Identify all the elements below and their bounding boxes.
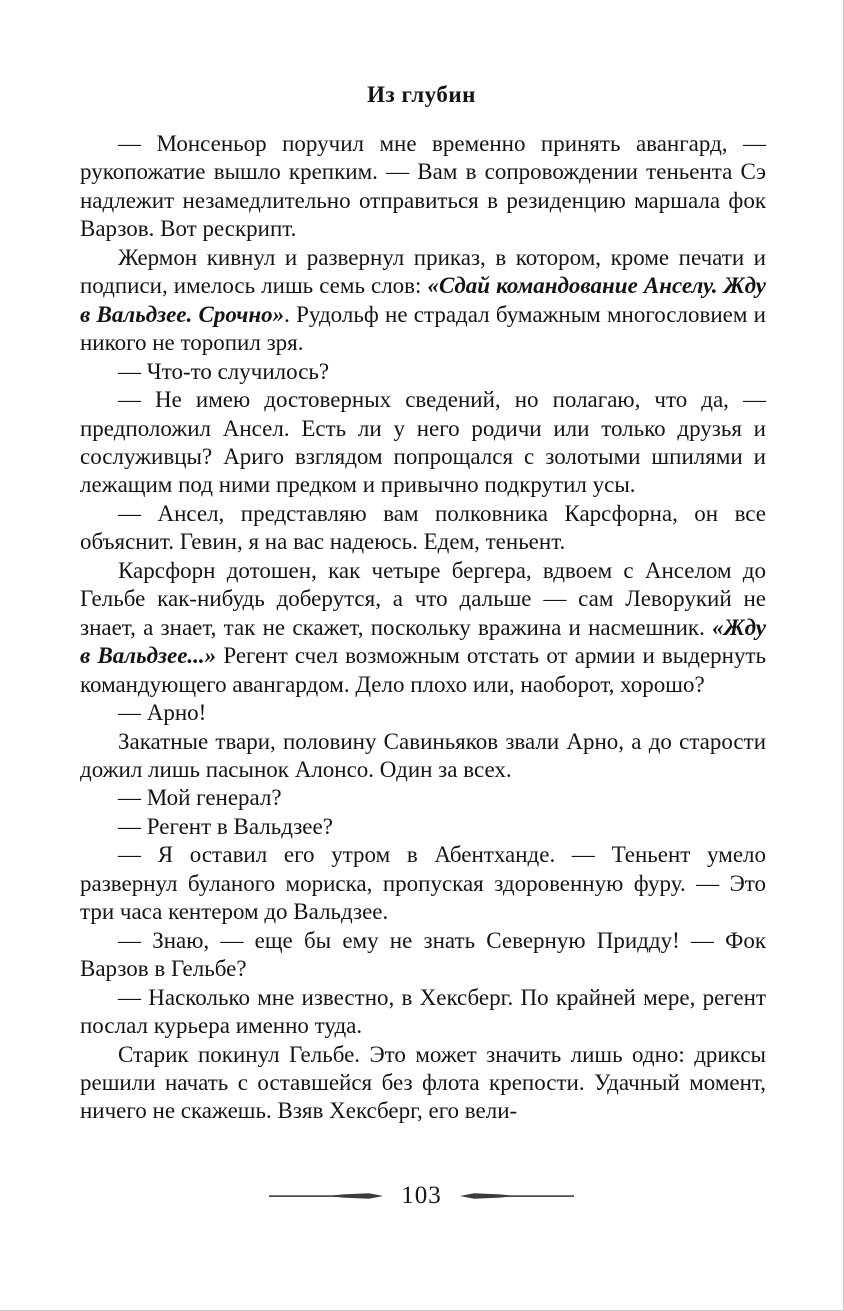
body-text: Закатные твари, половину Савиньяков звали Арно, а до старости дожил лишь пасынок Алонсо. Один за всех. bbox=[80, 728, 766, 782]
footer-rule-right-icon bbox=[454, 1190, 574, 1202]
body-text: — Я оставил его утром в Абентханде. — Теньент умело развернул буланого мориска, пропуская здоровенную фуру. — Это три часа кентером до Вальдзее. bbox=[80, 842, 766, 925]
text-block bbox=[80, 130, 766, 1126]
body-text: Карсфорн дотошен, как четыре бергера, вдвоем с Анселом до Гельбе как-нибудь доберутся, а что дальше — сам Леворукий не знает, а знает, так не скажет, поскольку вражина и насмешник. bbox=[80, 557, 766, 640]
body-text: — Регент в Вальдзее? bbox=[118, 813, 333, 839]
body-text: — Что-то случилось? bbox=[118, 358, 330, 384]
body-text: — Ансел, представляю вам полковника Карсфорна, он все объяснит. Гевин, я на вас надеюсь. Едем, теньент. bbox=[80, 500, 766, 555]
body-text: — Насколько мне известно, в Хексберг. По крайней мере, регент послал курьера именно туда. bbox=[80, 984, 766, 1039]
running-header: Из глубин bbox=[367, 82, 476, 107]
paragraph bbox=[80, 813, 766, 841]
paragraph bbox=[80, 1041, 766, 1126]
body-text: — Арно! bbox=[118, 700, 207, 726]
footer-rule-left-icon bbox=[269, 1190, 389, 1202]
body-text: Жермон кивнул и развернул приказ, в котором, кроме печати и подписи, имелось лишь семь слов: bbox=[80, 244, 766, 299]
body-text: — Мой генерал? bbox=[118, 785, 282, 811]
paragraph bbox=[80, 784, 766, 812]
paragraph bbox=[80, 927, 766, 984]
paragraph bbox=[80, 984, 766, 1041]
emphasis-text: «Сдай командование Анселу. Жду в Вальдзее. Срочно» bbox=[80, 273, 766, 327]
paragraph bbox=[80, 500, 766, 557]
paragraph bbox=[80, 841, 766, 926]
paragraph bbox=[80, 699, 766, 727]
page-footer bbox=[0, 1180, 843, 1212]
body-text: Регент счел возможным отстать от армии и выдернуть командующего авангардом. Дело плохо или, наоборот, хорошо? bbox=[80, 643, 767, 697]
body-text: Старик покинул Гельбе. Это может значить лишь одно: дриксы решили начать с оставшейся без флота крепости. Удачный момент, ничего не скажешь. Взяв Хексберг, его вели- bbox=[80, 1041, 766, 1124]
paragraph bbox=[80, 244, 766, 358]
page-number: 103 bbox=[401, 1181, 442, 1209]
paragraph bbox=[80, 728, 766, 785]
paragraph bbox=[80, 386, 766, 500]
body-text: — Знаю, — еще бы ему не знать Северную Придду! — Фок Варзов в Гельбе? bbox=[80, 927, 766, 982]
paragraph bbox=[80, 557, 766, 699]
paragraph bbox=[80, 130, 766, 244]
paragraph bbox=[80, 358, 766, 386]
emphasis-text: «Жду в Вальдзее...» bbox=[80, 614, 766, 669]
body-text: — Монсеньор поручил мне временно принять авангард, — рукопожатие вышло крепким. — Вам в сопровождении теньента Сэ надлежит незамедлительно отправиться в резиденцию маршала фок Варзов. Вот рескрипт. bbox=[80, 131, 766, 242]
body-text: — Не имею достоверных сведений, но полагаю, что да, — предположил Ансел. Есть ли у него родичи или только друзья и сослуживцы? Ариго взглядом попрощался с золотыми шпилями и лежащим под ними предком и привычно подкрутил усы. bbox=[80, 387, 766, 498]
body-text: . Рудольф не страдал бумажным многословием и никого не торопил зря. bbox=[80, 301, 766, 356]
